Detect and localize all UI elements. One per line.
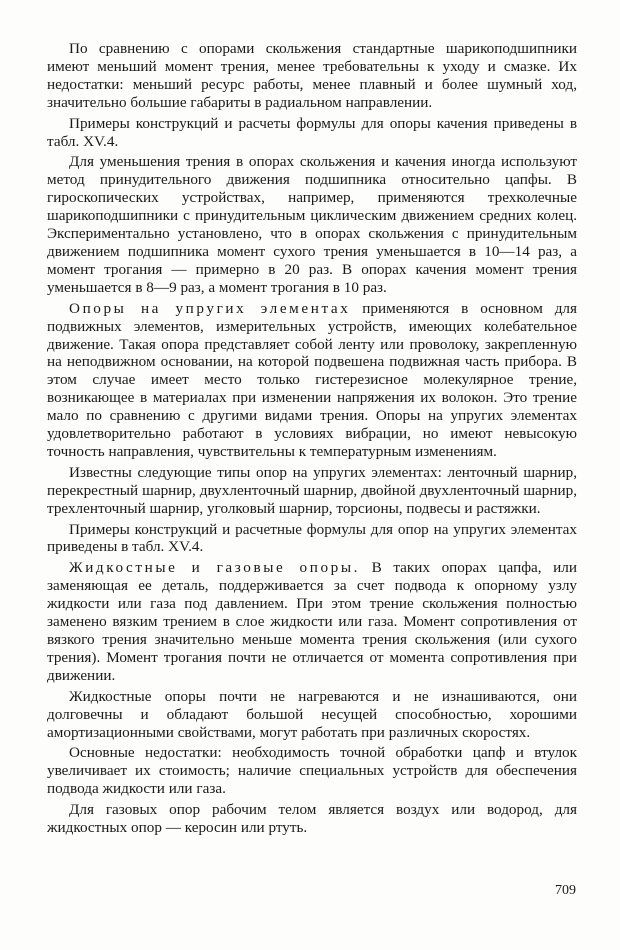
paragraph-text: Для уменьшения трения в опорах скольжения и качения иногда используют метод принудительного движения подшипника относительно цапфы. В гироскопических устройствах, например, применяются трехколечные шарикоподшипники с принудительным циклическим движением средних колец. Экспериментально установлено, что в опорах скольжения с принудительным движением подшипника момент сухого трения уменьшается в 10—14 раз, а момент трогания — примерно в 20 раз. В опорах качения момент трения уменьшается в 8—9 раз, а момент трогания в 10 раз. xyxy=(47,153,577,296)
page-number: 709 xyxy=(555,883,576,898)
paragraph-text: Жидкостные опоры почти не нагреваются и не изнашиваются, они долговечны и обладают большой несущей способностью, хорошими амортизационными свойствами, могут работать при различных скоростях. xyxy=(47,687,577,741)
paragraph xyxy=(47,40,577,112)
paragraph-text: Примеры конструкций и расчетные формулы для опор на упругих элементах приведены в табл. XV.4. xyxy=(47,520,577,556)
paragraph xyxy=(47,744,577,798)
paragraph-text: Известны следующие типы опор на упругих элементах: ленточный шарнир, перекрестный шарнир, двухленточный шарнир, двойной двухленточный шарнир, трехленточный шарнир, уголковый шарнир, торсионы, подвесы и растяжки. xyxy=(47,463,577,517)
paragraph-text: Для газовых опор рабочим телом является воздух или водород, для жидкостных опор — керосин или ртуть. xyxy=(47,801,577,837)
paragraph xyxy=(47,559,577,684)
paragraph-text: В таких опорах цапфа, или заменяющая ее деталь, поддерживается за счет подвода к опорному узлу жидкости или газа под давлением. При этом трение скольжения полностью заменено вязким трением в слое жидкости или газа. Момент сопротивления от вязкого трения значительно меньше момента трения скольжения (или сухого трения). Момент трогания почти не отличается от момента сопротивления при движении. xyxy=(47,559,577,684)
paragraph-text: Основные недостатки: необходимость точной обработки цапф и втулок увеличивает их стоимость; наличие специальных устройств для обеспечения подвода жидкости или газа. xyxy=(47,744,577,798)
paragraph-text: Примеры конструкций и расчеты формулы для опоры качения приведены в табл. XV.4. xyxy=(47,114,577,150)
paragraph xyxy=(47,300,577,461)
section-lead: Опоры на упругих элементах xyxy=(69,299,351,317)
paragraph xyxy=(47,153,577,296)
body-text xyxy=(47,40,577,837)
paragraph xyxy=(47,464,577,518)
paragraph-text: применяются в основном для подвижных элементов, измерительных устройств, имеющих колебательное движение. Такая опора представляет собой ленту или проволоку, закрепленную на неподвижном основании, на которой подвешена подвижная часть прибора. В этом случае имеет место только гистерезисное молекулярное трение, возникающее в материалах при изменении напряжения их волокон. Это трение мало по сравнению с другими видами трения. Опоры на упругих элементах удовлетворительно работают в условиях вибрации, но имеют невысокую точность направления, чувствительны к температурным изменениям. xyxy=(47,299,577,460)
paragraph xyxy=(47,801,577,837)
paragraph xyxy=(47,521,577,557)
paragraph xyxy=(47,688,577,742)
paragraph-text: По сравнению с опорами скольжения стандартные шарикоподшипники имеют меньший момент трения, менее требовательны к уходу и смазке. Их недостатки: меньший ресурс работы, менее плавный и более шумный ход, значительно большие габариты в радиальном направлении. xyxy=(47,40,577,111)
paragraph xyxy=(47,115,577,151)
section-lead: Жидкостные и газовые опоры. xyxy=(69,559,361,577)
